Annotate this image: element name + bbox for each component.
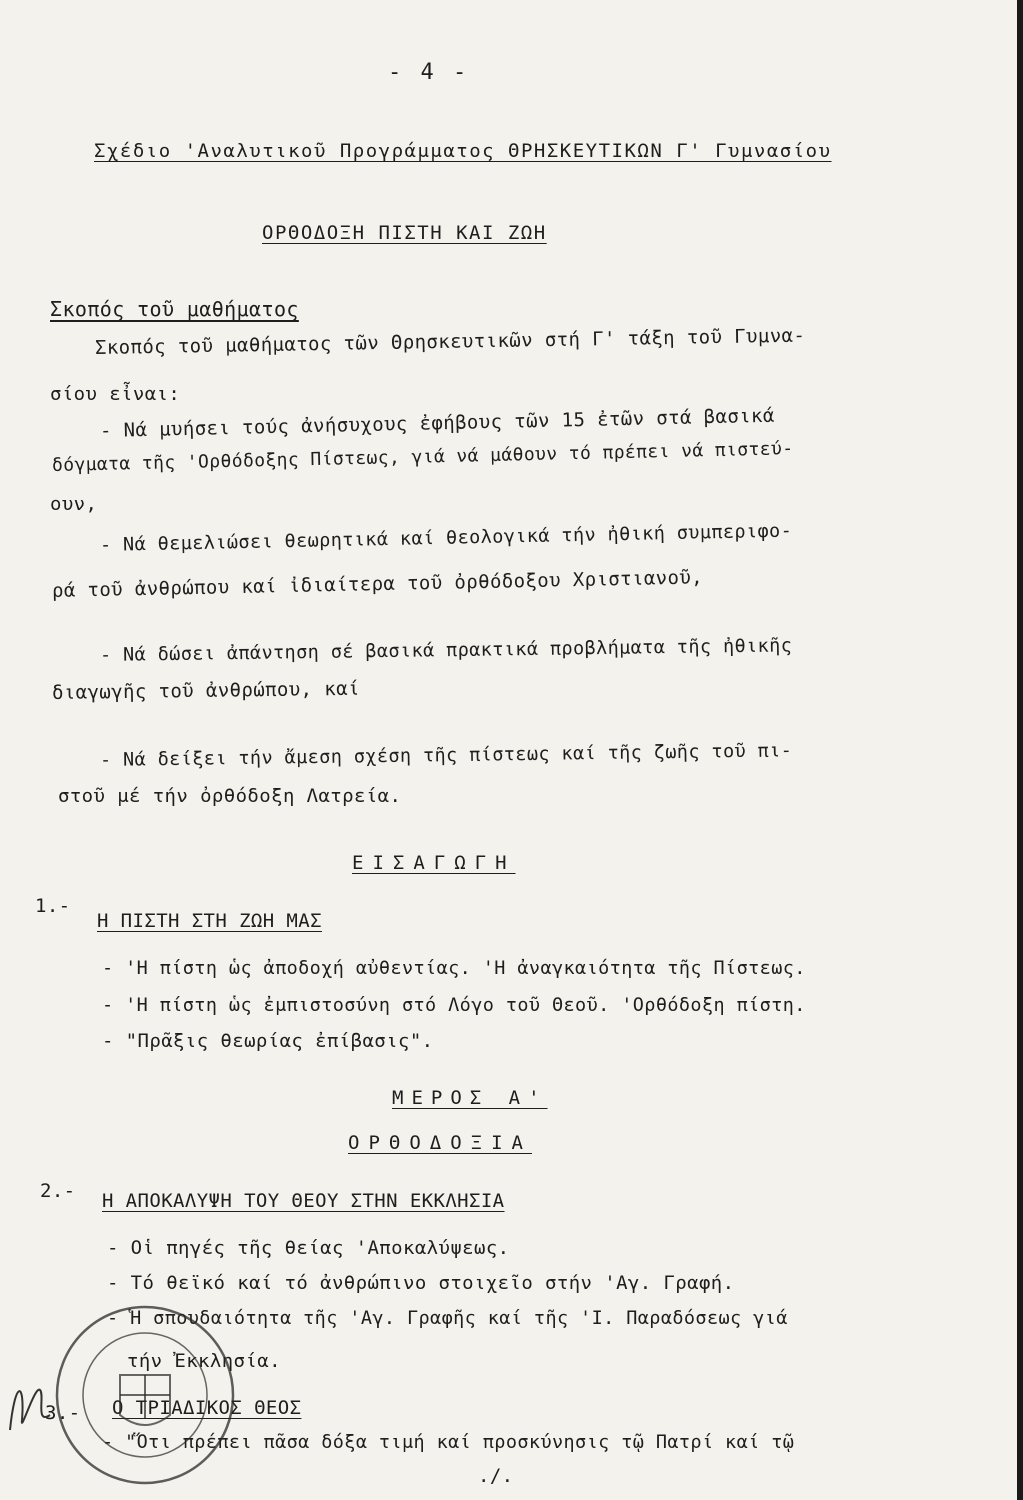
section-2-number: 2.- [40,1180,76,1202]
page-edge [1017,0,1023,1500]
official-stamp [50,1300,240,1490]
aim-item-3-line-1: - Νά δώσει ἀπάντηση σέ βασικά πρακτικά προβλήματα τῆς ἠθικῆς [99,635,793,666]
aim-item-1-line-2: δόγματα τῆς 'Ορθόδοξης Πίστεως, γιά νά μάθουν τό πρέπει νά πιστεύ- [51,438,794,476]
continuation-mark: ./. [478,1465,514,1487]
part-a-heading: ΜΕΡΟΣ Α' [392,1087,548,1109]
section-3-line: - "Ὅτι πρέπει πᾶσα δόξα τιμή καί προσκύνησις τῷ Πατρί καί τῷ [102,1432,795,1453]
aim-item-2-line-1: - Νά θεμελιώσει θεωρητικά καί θεολογικά τήν ἠθική συμπεριφο- [99,520,793,556]
aim-item-4-line-1: - Νά δείξει τήν ἄμεση σχέση τῆς πίστεως καί τῆς ζωῆς τοῦ πι- [99,740,793,771]
section-1-title: Η ΠΙΣΤΗ ΣΤΗ ΖΩΗ ΜΑΣ [97,910,322,932]
section-3-title: Ο ΤΡΙΑΔΙΚΟΣ ΘΕΟΣ [112,1397,302,1419]
aim-intro-line-1: Σκοπός τοῦ μαθήματος τῶν Θρησκευτικῶν στή Γ' τάξη τοῦ Γυμνα- [94,324,806,359]
part-a-item-3-line-2: τήν Ἐκκλησία. [127,1350,281,1372]
section-2-title: Η ΑΠΟΚΑΛΥΨΗ ΤΟΥ ΘΕΟΥ ΣΤΗΝ ΕΚΚΛΗΣΙΑ [102,1190,505,1212]
part-a-subheading: ΟΡΘΟΔΟΞΙΑ [348,1132,532,1154]
aim-item-1-line-1: - Νά μυήσει τούς ἀνήσυχους ἐφήβους τῶν 15 ἐτῶν στά βασικά [99,404,775,442]
aim-item-1-line-3: ουν, [50,493,98,515]
aim-item-3-line-2: διαγωγῆς τοῦ ἀνθρώπου, καί [51,677,360,704]
part-a-item-2: - Τό θεϊκό καί τό ἀνθρώπινο στοιχεῖο στήν 'Αγ. Γραφή. [107,1272,735,1294]
document-subtitle: ΟΡΘΟΔΟΞΗ ΠΙΣΤΗ ΚΑΙ ΖΩΗ [262,222,547,244]
page-number: - 4 - [388,60,470,85]
section-1-number: 1.- [35,895,71,917]
document-title: Σχέδιο 'Αναλυτικοῦ Προγράμματος ΘΡΗΣΚΕΥΤΙΚΩΝ Γ' Γυμνασίου [94,140,832,162]
introduction-item-3: - "Πρᾶξις θεωρίας ἐπίβασις". [102,1030,434,1052]
section-3-number: 3.- [45,1402,81,1424]
introduction-heading: ΕΙΣΑΓΩΓΗ [352,852,516,874]
introduction-item-1: - 'Η πίστη ὡς ἀποδοχή αὐθεντίας. 'Η ἀναγκαιότητα τῆς Πίστεως. [102,958,806,979]
aim-item-2-line-2: ρά τοῦ ἀνθρώπου καί ἰδιαίτερα τοῦ ὀρθόδοξου Χριστιανοῦ, [51,566,704,602]
part-a-item-1: - Οἱ πηγές τῆς θείας 'Αποκαλύψεως. [107,1237,510,1259]
aim-intro-line-2: σίου εἶναι: [50,383,181,405]
signature-mark [0,1370,60,1440]
introduction-item-2: - 'Η πίστη ὡς ἐμπιστοσύνη στό Λόγο τοῦ Θεοῦ. 'Ορθόδοξη πίστη. [102,995,806,1016]
aim-heading: Σκοπός τοῦ μαθήματος [50,297,299,321]
part-a-item-3-line-1: - Ἡ σπουδαιότητα τῆς 'Αγ. Γραφῆς καί τῆς 'Ι. Παραδόσεως γιά [107,1308,788,1329]
aim-item-4-line-2: στοῦ μέ τήν ὀρθόδοξη Λατρεία. [58,785,402,807]
